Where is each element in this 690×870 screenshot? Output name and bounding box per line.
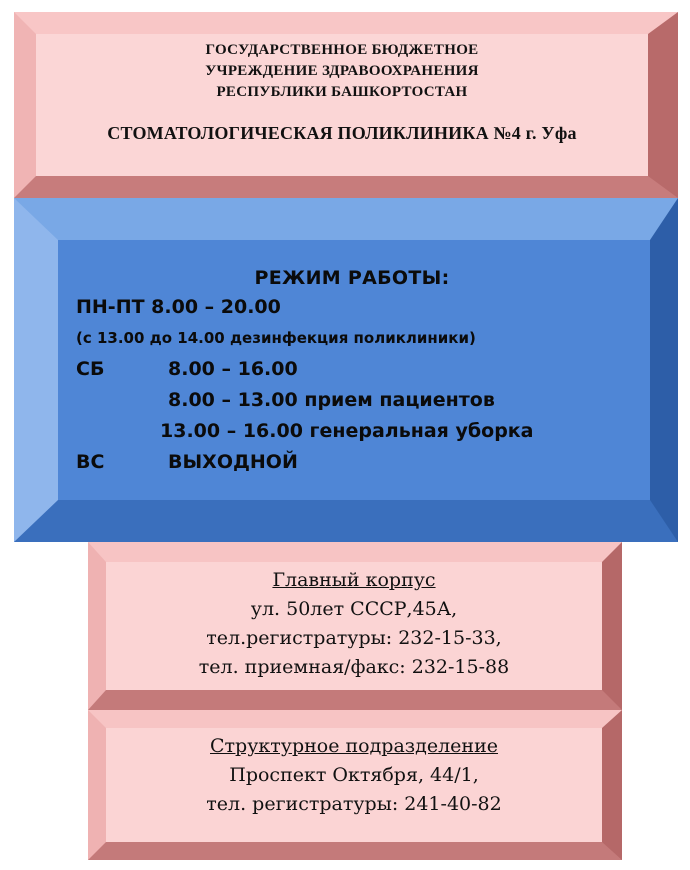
sub-division-panel: [88, 710, 622, 860]
schedule-sunday: [76, 447, 650, 478]
schedule-face: [58, 240, 650, 500]
sunday-value: ВЫХОДНОЙ: [168, 451, 298, 473]
main-building-title: Главный корпус: [272, 569, 436, 591]
saturday-label: СБ: [76, 358, 105, 380]
schedule-saturday: [76, 354, 650, 385]
disinfection-note: (с 13.00 до 14.00 дезинфекция поликлиники): [76, 329, 476, 347]
org-line-2: УЧРЕЖДЕНИЕ ЗДРАВООХРАНЕНИЯ: [205, 63, 479, 79]
saturday-reception: 8.00 – 13.00 прием пациентов: [168, 389, 495, 411]
schedule-weekdays: [76, 292, 650, 323]
header-face: [36, 34, 648, 176]
schedule-title: РЕЖИМ РАБОТЫ:: [254, 267, 450, 289]
sub-division-address: Проспект Октября, 44/1,: [229, 764, 479, 786]
main-building-address: ул. 50лет СССР,45А,: [250, 598, 458, 620]
main-building-face: [106, 562, 602, 690]
schedule-saturday-cleaning: [76, 416, 650, 447]
weekdays-hours: ПН-ПТ 8.00 – 20.00: [76, 296, 281, 318]
schedule-disinfection: [76, 323, 650, 354]
sunday-label: ВС: [76, 451, 105, 473]
saturday-cleaning: 13.00 – 16.00 генеральная уборка: [160, 420, 534, 442]
sub-division-title: Структурное подразделение: [210, 735, 498, 757]
header-panel: [14, 12, 678, 198]
main-building-reception-fax: тел. приемная/факс: 232-15-88: [198, 656, 510, 678]
main-building-panel: [88, 542, 622, 710]
org-line-3: РЕСПУБЛИКИ БАШКОРТОСТАН: [216, 84, 468, 100]
schedule-saturday-reception: [76, 385, 650, 416]
main-building-registry-phone: тел.регистратуры: 232-15-33,: [206, 627, 502, 649]
org-line-1: ГОСУДАРСТВЕННОЕ БЮДЖЕТНОЕ: [205, 42, 479, 58]
saturday-hours: 8.00 – 16.00: [168, 358, 298, 380]
sub-division-face: [106, 728, 602, 842]
clinic-name: СТОМАТОЛОГИЧЕСКАЯ ПОЛИКЛИНИКА №4 г. Уфа: [107, 123, 577, 143]
sub-division-registry-phone: тел. регистратуры: 241-40-82: [206, 793, 502, 815]
schedule-panel: [14, 198, 678, 542]
